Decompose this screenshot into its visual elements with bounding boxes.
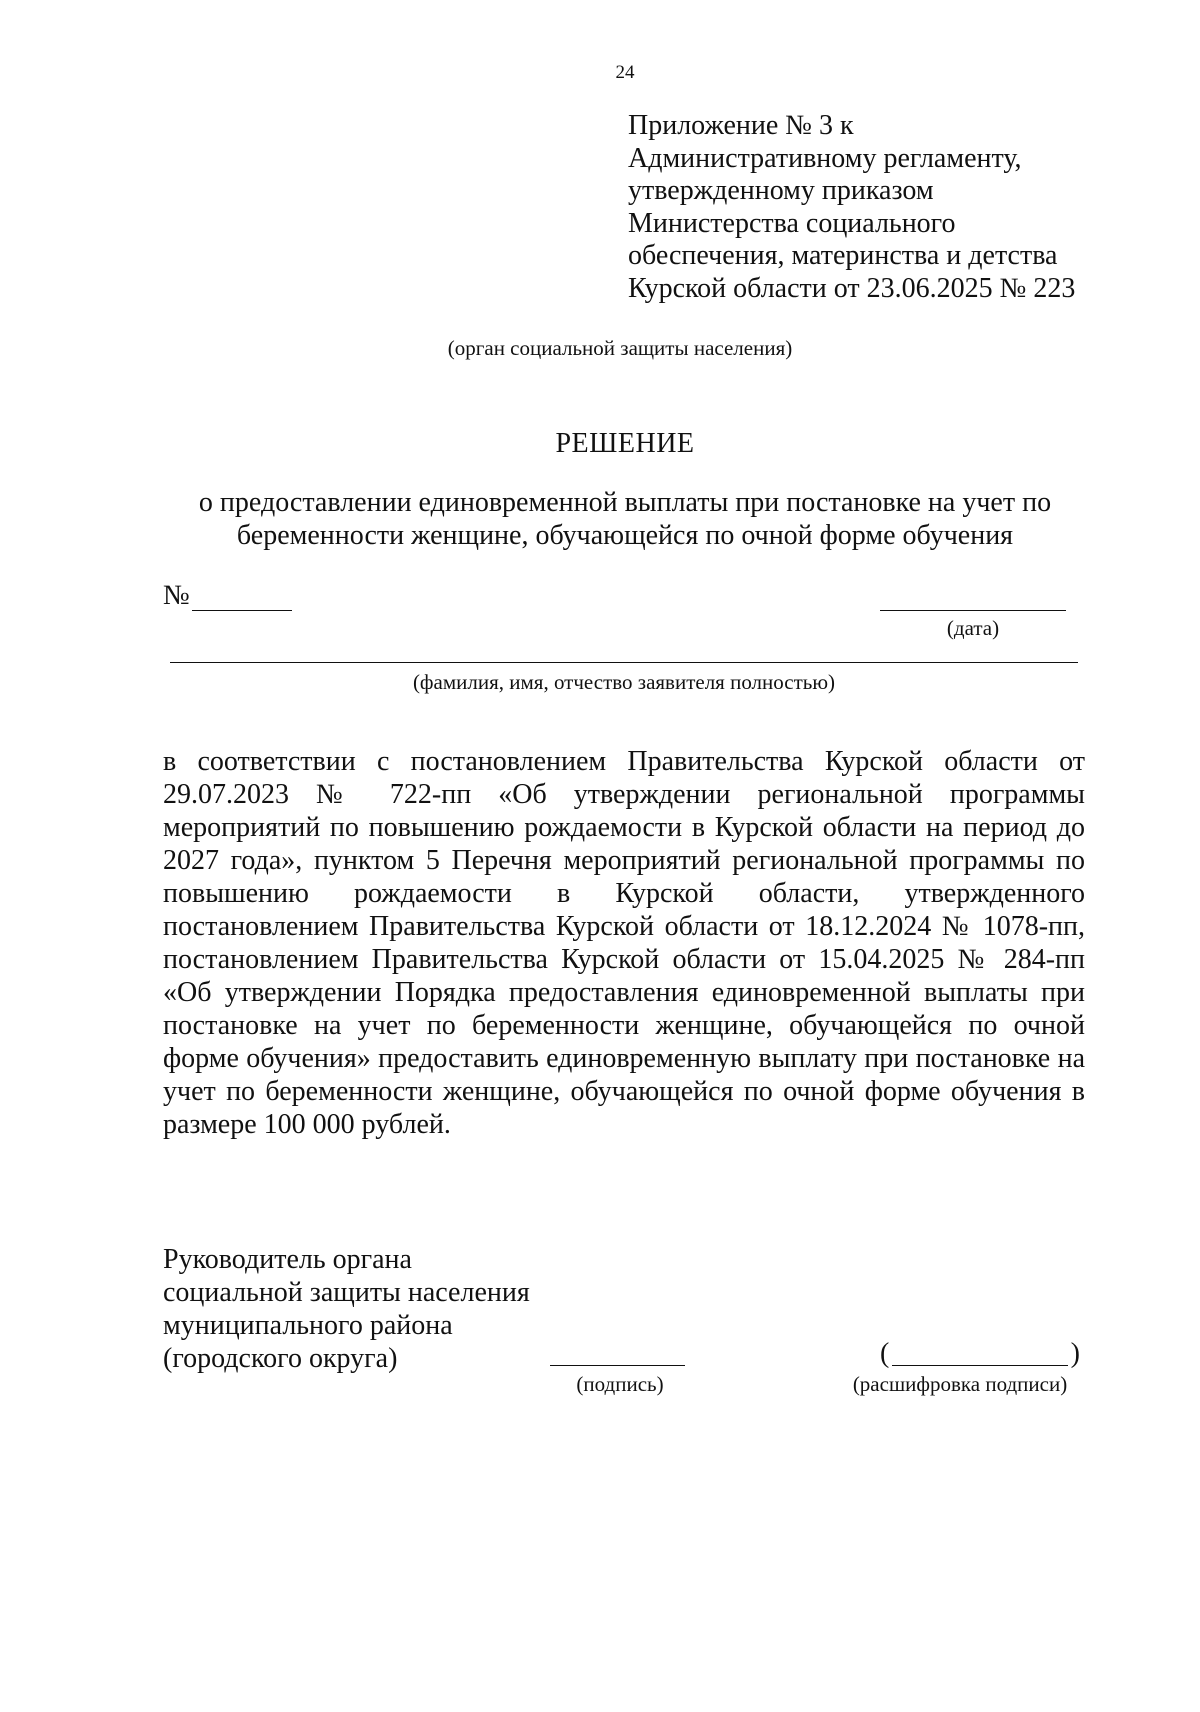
signer-line: муниципального района xyxy=(163,1310,453,1341)
date-blank xyxy=(880,610,1066,611)
signature-blank xyxy=(550,1365,685,1366)
appendix-line: обеспечения, материнства и детства xyxy=(628,240,1058,271)
page-number: 24 xyxy=(615,62,635,83)
signer-line: социальной защиты населения xyxy=(163,1277,530,1308)
applicant-name-blank xyxy=(170,662,1078,663)
appendix-line: Курской области от 23.06.2025 № 223 xyxy=(628,272,1076,304)
applicant-name-caption: (фамилия, имя, отчество заявителя полностью) xyxy=(412,670,836,694)
signature-caption: (подпись) xyxy=(576,1372,664,1396)
transcript-open-paren: ( xyxy=(880,1338,890,1369)
signature-transcript-blank xyxy=(880,1340,1080,1368)
decision-body: в соответствии с постановлением Правительства Курской области от 29.07.2023 № 722-пп «Об утверждении региональной программы мероприятий по повышению рождаемости в Курской области на период до 2027 года», пунктом 5 Перечня мероприятий региональной программы по повышению рождаемости в Курской области, утвержденного постановлением Правительства Курской области от 18.12.2024 № 1078-пп, постановлением Правительства Курской области от 15.04.2025 № 284-пп «Об утверждении Порядка предоставления единовременной выплаты при постановке на учет по беременности женщине, обучающейся по очной форме обучения» предоставить единовременную выплату при постановке на учет по беременности женщине, обучающейся по очной форме обучения в размере 100 000 рублей. xyxy=(163,746,1085,1140)
appendix-line: Административному регламенту, xyxy=(628,142,1022,174)
appendix-header xyxy=(628,110,1148,305)
transcript-close-paren: ) xyxy=(1070,1338,1080,1369)
signer-block xyxy=(163,1243,583,1375)
transcript-underline xyxy=(892,1365,1068,1366)
date-caption: (дата) xyxy=(946,616,1000,640)
signature-transcript-caption: (расшифровка подписи) xyxy=(852,1372,1068,1396)
appendix-line: утвержденному приказом xyxy=(628,175,934,206)
document-title: РЕШЕНИЕ xyxy=(555,428,695,459)
signer-line: (городского округа) xyxy=(163,1343,398,1374)
appendix-line: Министерства социального xyxy=(628,207,956,239)
signer-line: Руководитель органа xyxy=(163,1244,412,1275)
decision-number-blank xyxy=(192,610,292,611)
decision-number-label: № xyxy=(163,580,190,611)
organ-caption: (орган социальной защиты населения) xyxy=(447,336,793,360)
appendix-line: Приложение № 3 к xyxy=(628,110,854,141)
document-subtitle: о предоставлении единовременной выплаты при постановке на учет по беременности женщине, обучающейся по очной форме обучения xyxy=(198,487,1052,551)
